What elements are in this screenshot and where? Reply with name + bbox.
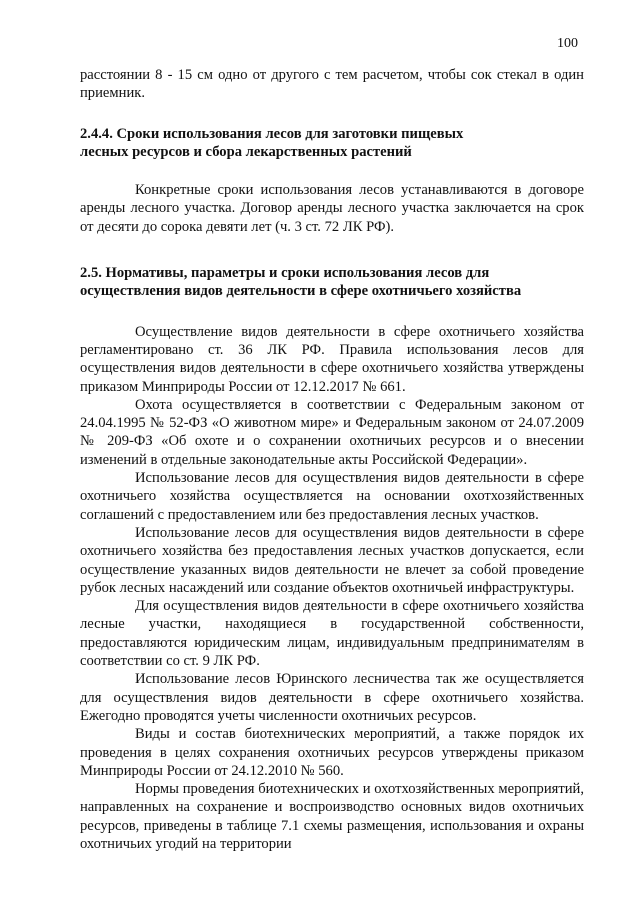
- section-2-5-paragraph-4: Использование лесов для осуществления видов деятельности в сфере охотничьего хозяйства без предоставления лесных участков допускается, если осуществление указанных видов деятельности не влечет за собой проведение рубок лесных насаждений или создание объектов охотничьей инфраструктуры.: [80, 524, 584, 596]
- section-2-5-paragraph-2: Охота осуществляется в соответствии с Федеральным законом от 24.04.1995 № 52-ФЗ «О животном мире» и Федеральным законом от 24.07.2009 № 209-ФЗ «Об охоте и о сохранении охотничьих ресурсов и о внесении изменений в отдельные законодательные акты Российской Федерации».: [80, 396, 584, 468]
- intro-paragraph: расстоянии 8 - 15 см одно от другого с тем расчетом, чтобы сок стекал в один приемник.: [80, 67, 584, 102]
- section-heading-2-4-4-line2: лесных ресурсов и сбора лекарственных растений: [80, 143, 412, 160]
- section-2-5-paragraph-6: Использование лесов Юринского лесничества так же осуществляется для осуществления видов деятельности в сфере охотничьего хозяйства. Ежегодно проводятся учеты численности охотничьих ресурсов.: [80, 671, 584, 724]
- section-2-5-paragraph-3: Использование лесов для осуществления видов деятельности в сфере охотничьего хозяйства осуществляется на основании охотхозяйственных соглашений с предоставлением или без предоставления лесных участков.: [80, 470, 584, 523]
- section-2-5-paragraph-1: Осуществление видов деятельности в сфере охотничьего хозяйства регламентировано ст. 36 ЛК РФ. Правила использования лесов для осуществления видов деятельности в сфере охотничьего хозяйства утверждены приказом Минприроды России от 12.12.2017 № 661.: [80, 323, 584, 395]
- section-heading-2-5-line2: осуществления видов деятельности в сфере охотничьего хозяйства: [80, 283, 522, 300]
- section-heading-2-4-4-line1: 2.4.4. Сроки использования лесов для заготовки пищевых: [80, 125, 464, 142]
- section-2-4-4-paragraph: Конкретные сроки использования лесов устанавливаются в договоре аренды лесного участка. Договор аренды лесного участка заключается на срок от десяти до сорока девяти лет (ч. 3 ст. 72 ЛК РФ).: [80, 182, 584, 235]
- section-2-5-paragraph-5: Для осуществления видов деятельности в сфере охотничьего хозяйства лесные участки, находящиеся в государственной собственности, предоставляются юридическим лицам, индивидуальным предпринимателям в соответствии со ст. 9 ЛК РФ.: [80, 598, 584, 670]
- page-number: 100: [557, 36, 578, 51]
- section-2-5-paragraph-8: Нормы проведения биотехнических и охотхозяйственных мероприятий, направленных на сохранение и воспроизводство основных видов охотничьих ресурсов, приведены в таблице 7.1 схемы размещения, использования и охраны охотничьих угодий на территории: [80, 781, 584, 852]
- page-content: [80, 66, 584, 853]
- section-heading-2-5-line1: 2.5. Нормативы, параметры и сроки использования лесов для: [80, 265, 490, 282]
- section-2-5-paragraph-7: Виды и состав биотехнических мероприятий, а также порядок их проведения в целях сохранения охотничьих ресурсов утверждены приказом Минприроды России от 24.12.2010 № 560.: [80, 726, 584, 779]
